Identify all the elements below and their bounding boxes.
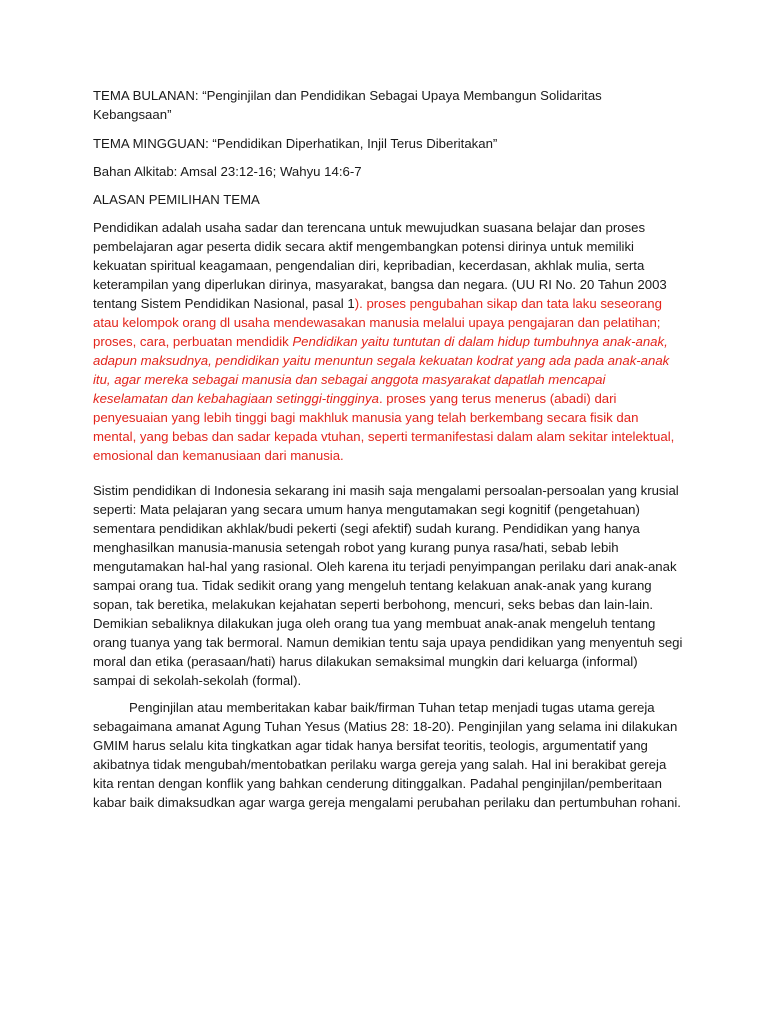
tema-mingguan: TEMA MINGGUAN: “Pendidikan Diperhatikan, Injil Terus Diberitakan”: [93, 136, 498, 151]
paragraph-penginjilan: Penginjilan atau memberitakan kabar baik/firman Tuhan tetap menjadi tugas utama gereja sebagaimana amanat Agung Tuhan Yesus (Matius 28: 18-20). Penginjilan yang selama ini dilakukan GMIM harus selalu kita tingkatkan agar tidak hanya bersifat teoritis, teologis, argumentatif yang akibatnya tidak mengubah/mentobatkan perilaku warga gereja yang salah. Hal ini berakibat gereja kita rentan dengan konflik yang bahkan cenderung ditinggalkan. Padahal penginjilan/pemberitaan kabar baik dimaksudkan agar warga gereja mengalami perubahan perilaku dan pertumbuhan rohani.: [93, 700, 681, 810]
alasan-heading: ALASAN PEMILIHAN TEMA: [93, 192, 260, 207]
paragraph-pendidikan-definition: Pendidikan adalah usaha sadar dan terencana untuk mewujudkan suasana belajar dan proses pembelajaran agar peserta didik secara aktif mengembangkan potensi dirinya untuk memiliki kekuatan spiritual keagamaan, pengendalian diri, kepribadian, kecerdasan, akhlak mulia, serta keterampilan yang diperlukan dirinya, masyarakat, bangsa dan negara. (UU RI No. 20 Tahun 2003 tentang Sistem Pendidikan Nasional, pasal 1: [93, 220, 667, 311]
highlight-red-text-2: . proses yang terus menerus (abadi) dari penyesuaian yang lebih tinggi bagi makhluk manusia yang telah berkembang secara fisik dan mental, yang bebas dan sadar kepada vtuhan, seperti termanifestasi dalam alam sekitar intelektual, emosional dan kemanusiaan dari manusia.: [93, 391, 675, 463]
highlight-red-italic-text: Pendidikan yaitu tuntutan di dalam hidup tumbuhnya anak-anak, adapun maksudnya, pendidikan yaitu menuntun segala kekuatan kodrat yang ada pada anak-anak itu, agar mereka sebagai manusia dan sebagai anggota masyarakat dapatlah mencapai keselamatan dan kebahagiaan setinggi-tingginya: [93, 334, 670, 406]
document-body: [93, 86, 683, 812]
tema-bulanan: TEMA BULANAN: “Penginjilan dan Pendidikan Sebagai Upaya Membangun Solidaritas Kebangsaan”: [93, 88, 602, 122]
paragraph-pendidikan: [93, 218, 683, 465]
paragraph-sistim-pendidikan: Sistim pendidikan di Indonesia sekarang ini masih saja mengalami persoalan-persoalan yang krusial seperti: Mata pelajaran yang secara umum hanya mengutamakan segi kognitif (pengetahuan) sementara pendidikan akhlak/budi pekerti (segi afektif) sudah kurang. Pendidikan yang hanya menghasilkan manusia-manusia setengah robot yang kurang punya rasa/hati, sebab lebih mengutamakan hal-hal yang rasional. Oleh karena itu terjadi penyimpangan perilaku dari anak-anak sampai orang tua. Tidak sedikit orang yang mengeluh tentang kelakuan anak-anak yang kurang sopan, tak beretika, melakukan kejahatan seperti berbohong, mencuri, seks bebas dan lain-lain. Demikian sebaliknya dilakukan juga oleh orang tua yang membuat anak-anak mengeluh tentang orang tuanya yang tak bermoral. Namun demikian tentu saja upaya pendidikan yang menyentuh segi moral dan etika (perasaan/hati) harus dilakukan semaksimal mungkin dari keluarga (informal) sampai di sekolah-sekolah (formal).: [93, 483, 683, 688]
highlight-red-text: ). proses pengubahan sikap dan tata laku seseorang atau kelompok orang dl usaha mendewasakan manusia melalui upaya pengajaran dan pelatihan; proses, cara, perbuatan mendidik: [93, 296, 662, 349]
bahan-alkitab: Bahan Alkitab: Amsal 23:12-16; Wahyu 14:6-7: [93, 164, 362, 179]
